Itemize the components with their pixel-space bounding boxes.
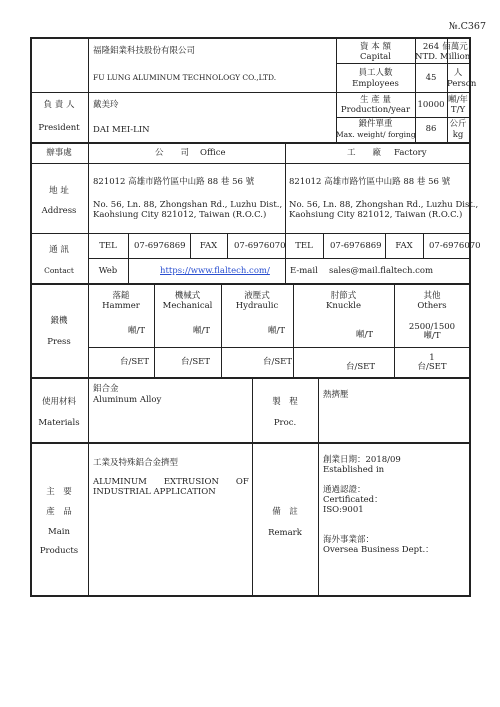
document-number: №.C367 — [448, 21, 486, 32]
forging-weight-label-zh: 鍛件單重 — [358, 119, 393, 129]
oversea-dept-zh: 海外事業部： — [323, 535, 375, 545]
press-mechanical-sets: 台/SET — [181, 357, 211, 367]
employees-unit-zh: 人 — [453, 68, 463, 78]
employees-label-zh: 員工人數 — [358, 68, 393, 78]
production-unit-zh: 噸/年 — [448, 95, 468, 105]
press-hydraulic-en: Hydraulic — [235, 301, 279, 311]
address-label-en: Address — [41, 206, 77, 216]
office-tel: 07-6976869 — [134, 241, 186, 251]
forging-weight-label-en: Max. weight/ forging — [336, 130, 416, 139]
office-tel-label: TEL — [99, 241, 117, 251]
employees-value: 45 — [425, 73, 437, 83]
certification-label-en: Certificated： — [323, 495, 383, 505]
press-hydraulic-tons: 噸/T — [268, 326, 286, 336]
press-label-en: Press — [47, 337, 71, 347]
production-value: 10000 — [417, 100, 445, 110]
factory-address-zh: 821012 高雄市路竹區中山路 88 巷 56 號 — [289, 177, 451, 187]
materials-value-en: Aluminum Alloy — [93, 395, 162, 405]
factory-tel: 07-6976869 — [330, 241, 382, 251]
office-address-zh: 821012 高雄市路竹區中山路 88 巷 56 號 — [93, 177, 255, 187]
products-value-zh: 工業及特殊鋁合金擠型 — [93, 458, 179, 468]
press-others-sets: 台/SET — [417, 362, 447, 372]
press-others-tons: 噸/T — [423, 331, 441, 341]
process-label-zh: 製 程 — [272, 397, 298, 407]
office-fax-label: FAX — [199, 241, 218, 251]
office-address-en-1: No. 56, Ln. 88, Zhongshan Rd., Luzhu Dist., — [93, 200, 283, 210]
president-label-zh: 負 責 人 — [43, 100, 75, 110]
products-label-en-2: Products — [39, 546, 79, 556]
factory-tel-label: TEL — [295, 241, 313, 251]
products-value-en-1: ALUMINUM EXTRUSION OF — [93, 477, 249, 487]
press-knuckle-en: Knuckle — [326, 301, 361, 311]
forging-weight-value: 86 — [425, 124, 437, 134]
office-fax: 07-6976070 — [234, 241, 286, 251]
materials-label-zh: 使用材料 — [41, 397, 76, 407]
process-value: 熱擠壓 — [323, 390, 349, 400]
capital-value: 264 — [422, 42, 440, 52]
press-hammer-sets: 台/SET — [120, 357, 150, 367]
factory-address-en-2: Kaohsiung City 821012, Taiwan (R.O.C.) — [289, 210, 463, 220]
press-others-sets-value: 1 — [429, 353, 435, 363]
employees-unit-en: Person — [447, 79, 477, 89]
press-mechanical-tons: 噸/T — [193, 326, 211, 336]
process-label-en: Proc. — [273, 418, 297, 428]
materials-value-zh: 鋁合金 — [93, 384, 119, 394]
press-hydraulic-sets: 台/SET — [263, 357, 293, 367]
press-mechanical-zh: 機械式 — [174, 291, 201, 301]
forging-weight-unit-en: kg — [452, 130, 464, 140]
press-hydraulic-zh: 液壓式 — [244, 291, 270, 301]
email-address[interactable]: sales@mail.flaltech.com — [329, 266, 434, 276]
president-label-en: President — [38, 123, 80, 133]
products-label-zh-2: 產 品 — [46, 507, 72, 517]
capital-label-zh: 資 本 額 — [360, 42, 391, 52]
remark-label-en: Remark — [268, 528, 302, 538]
factory-fax-label: FAX — [395, 241, 413, 251]
press-label-zh: 鍛機 — [50, 316, 68, 326]
remark-label-zh: 備 註 — [272, 507, 298, 517]
company-name-en: FU LUNG ALUMINUM TECHNOLOGY CO.,LTD. — [93, 73, 277, 82]
factory-header-zh: 工 廠 — [347, 148, 382, 158]
certification-value: ISO:9001 — [323, 505, 364, 515]
factory-header-en: Factory — [394, 148, 427, 158]
press-others-tons-value: 2500/1500 — [408, 322, 456, 332]
capital-unit-en: NTD. Million — [415, 52, 471, 62]
president-name-en: DAI MEI-LIN — [93, 125, 150, 135]
press-knuckle-tons: 噸/T — [356, 330, 374, 340]
company-name-zh: 福隆鋁業科技股份有限公司 — [93, 46, 196, 56]
website-link[interactable]: https://www.flaltech.com/ — [160, 266, 270, 276]
products-label-zh-1: 主 要 — [46, 487, 72, 497]
products-value-en-2: INDUSTRIAL APPLICATION — [93, 487, 216, 497]
capital-unit-zh: 佰萬元 — [442, 42, 468, 52]
capital-label-en: Capital — [360, 52, 391, 62]
certification-label-zh: 通過認證： — [323, 485, 366, 495]
president-name-zh: 戴美玲 — [93, 100, 119, 110]
office-header-zh: 公 司 — [155, 148, 190, 158]
email-label: E-mail — [290, 266, 318, 276]
established-label-en: Established in — [323, 465, 385, 475]
established-date: 創業日期：2018/09 — [323, 455, 401, 465]
address-label-zh: 地 址 — [49, 186, 69, 196]
products-label-en-1: Main — [48, 527, 70, 537]
office-address-en-2: Kaohsiung City 821012, Taiwan (R.O.C.) — [93, 210, 267, 220]
press-hammer-tons: 噸/T — [128, 326, 146, 336]
press-mechanical-en: Mechanical — [162, 301, 213, 311]
web-label: Web — [98, 266, 118, 276]
contact-label-en: Contact — [44, 266, 74, 275]
press-hammer-en: Hammer — [102, 301, 140, 311]
press-knuckle-sets: 台/SET — [346, 362, 376, 372]
production-label-en: Production/year — [340, 105, 411, 115]
office-header-en: Office — [200, 148, 226, 158]
factory-fax: 07-6976070 — [429, 241, 481, 251]
production-label-zh: 生 產 量 — [360, 95, 391, 105]
employees-label-en: Employees — [352, 79, 399, 89]
press-knuckle-zh: 肘節式 — [330, 291, 357, 301]
press-hammer-zh: 落鎚 — [112, 291, 130, 301]
press-others-zh: 其他 — [423, 291, 441, 301]
offices-label: 辦事處 — [46, 148, 72, 158]
forging-weight-unit-zh: 公斤 — [449, 119, 467, 129]
oversea-dept-en: Oversea Business Dept.： — [323, 545, 434, 555]
materials-label-en: Materials — [38, 418, 80, 428]
production-unit-en: T/Y — [450, 105, 466, 115]
press-others-en: Others — [417, 301, 447, 311]
factory-address-en-1: No. 56, Ln. 88, Zhongshan Rd., Luzhu Dist., — [289, 200, 479, 210]
contact-label-zh: 通 訊 — [49, 245, 69, 255]
